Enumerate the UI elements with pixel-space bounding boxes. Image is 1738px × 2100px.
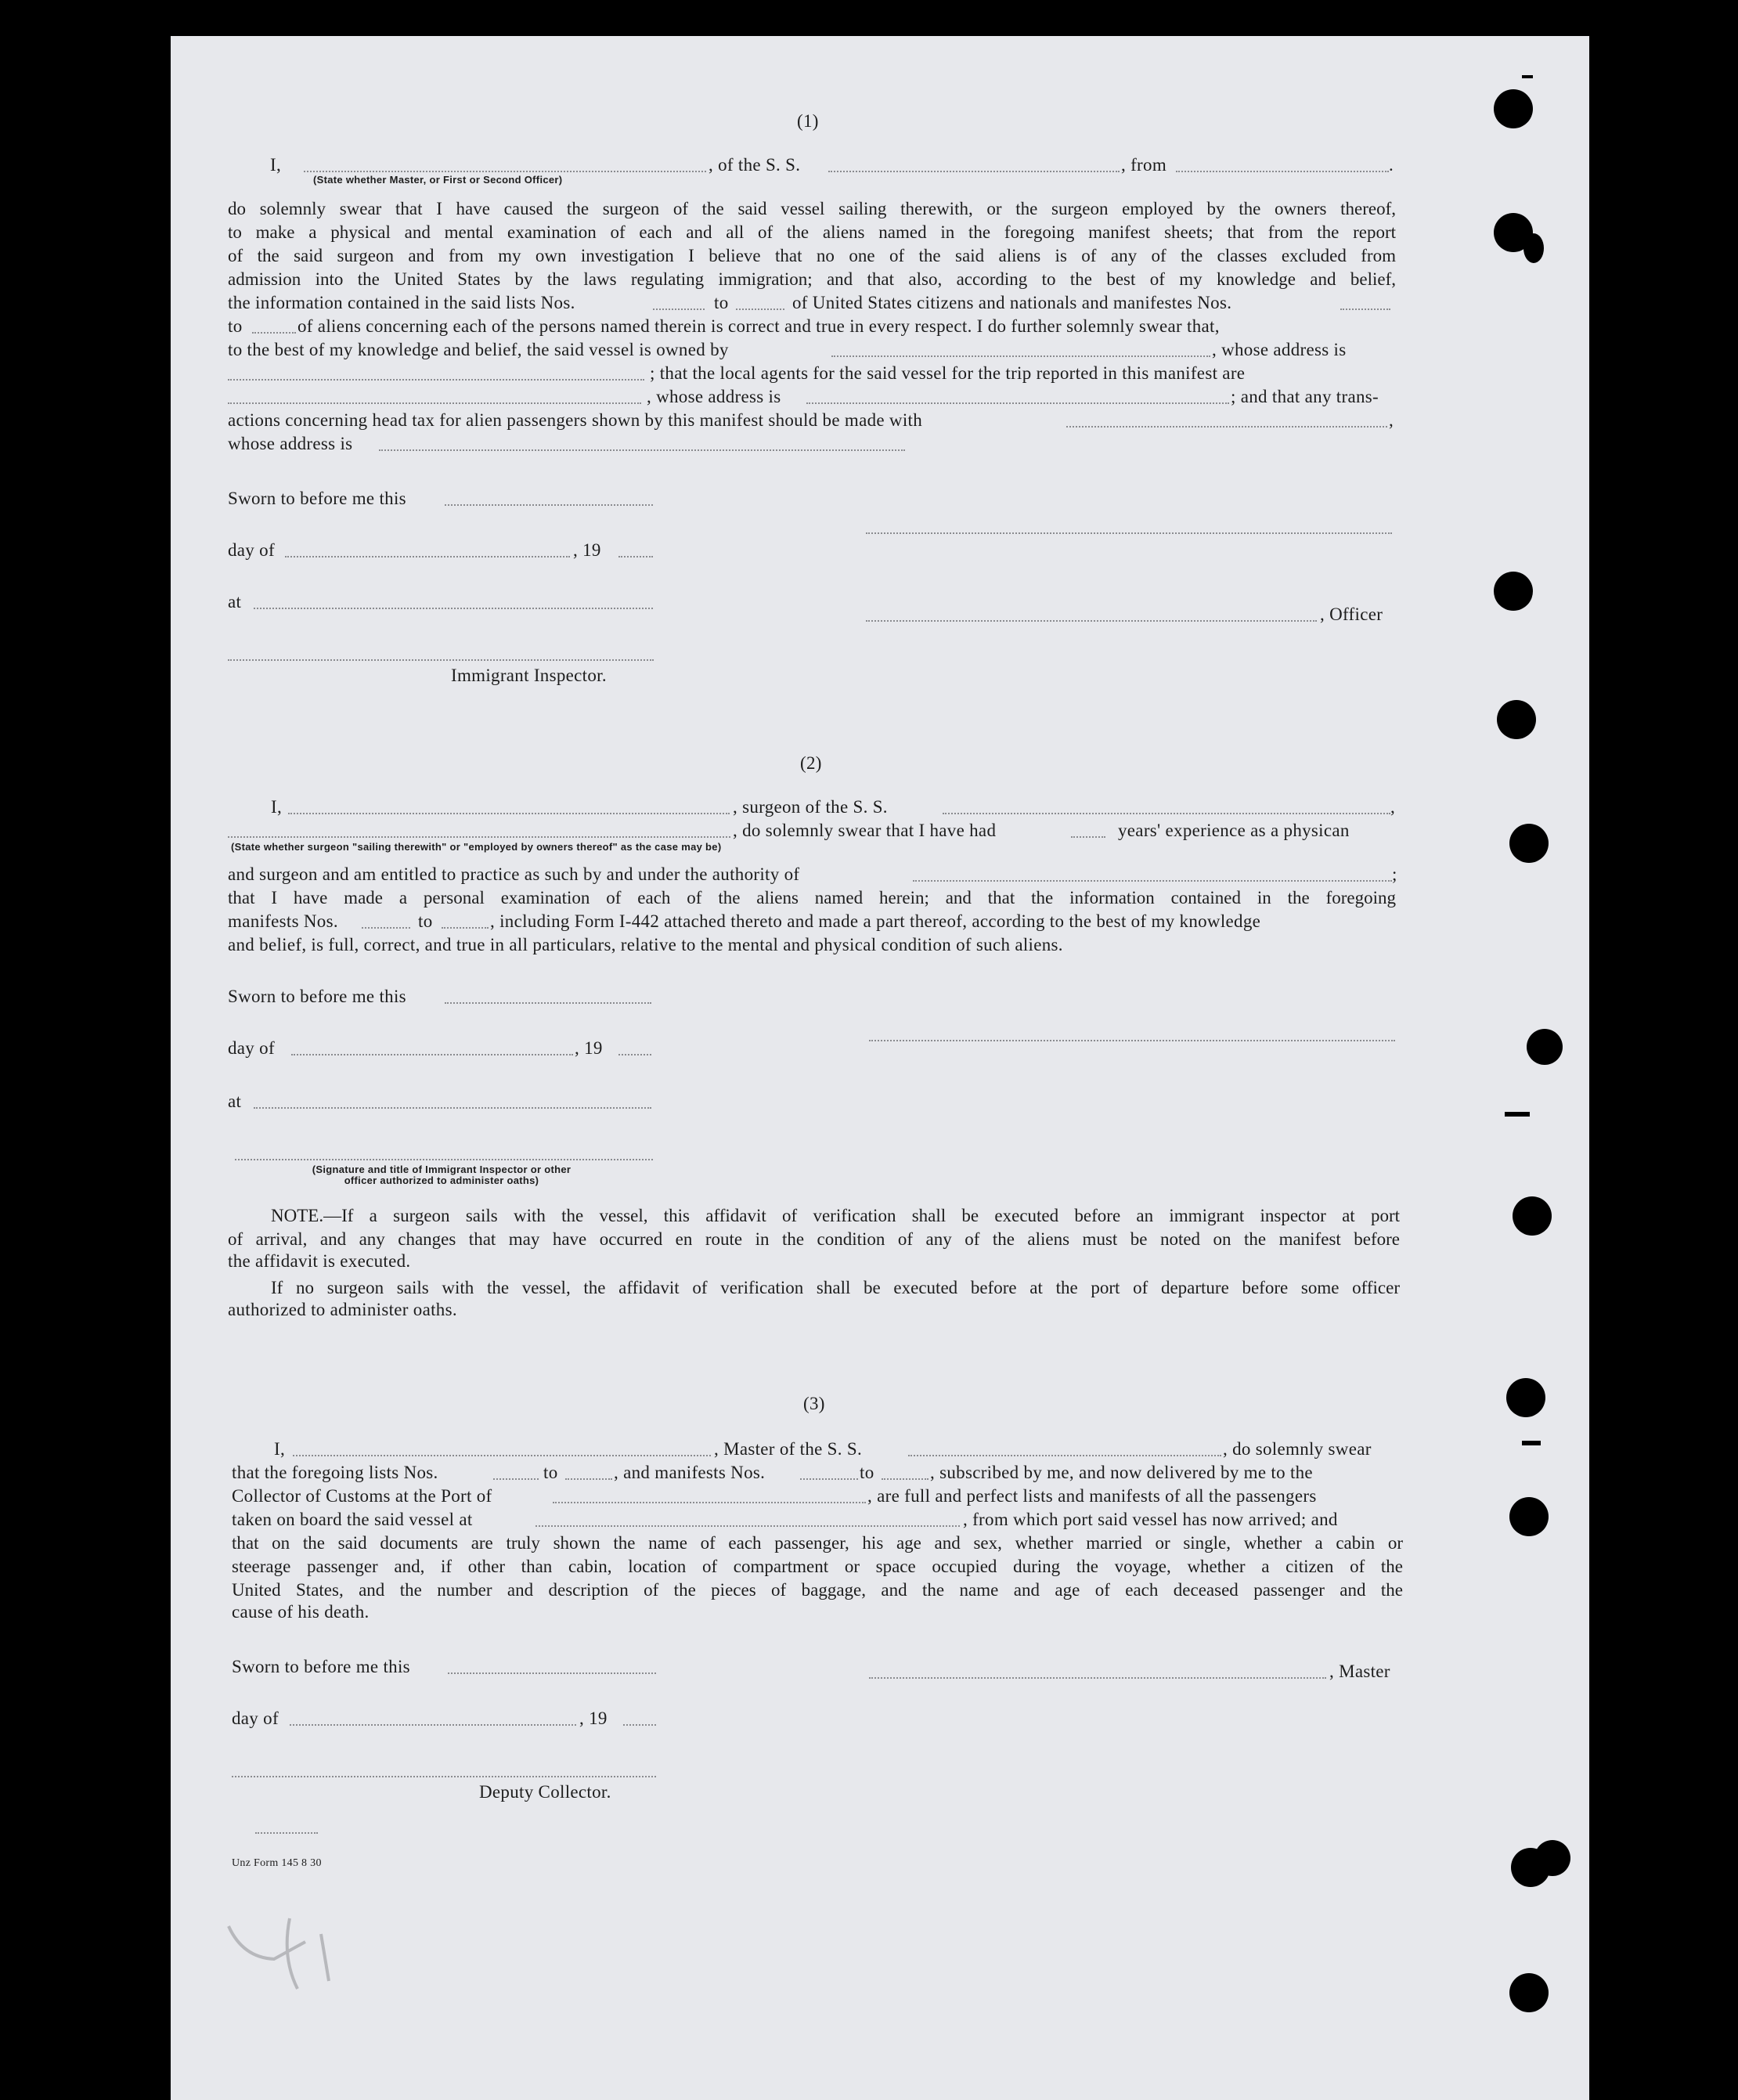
s2-line1c: , [1390,797,1396,817]
s2-line1b: , surgeon of the S. S. [733,797,888,817]
s1-line11a: to the best of my knowledge and belief, the said vessel is owned by [228,340,729,359]
s3-para-last: cause of his death. [232,1602,370,1622]
s3-line3a: Collector of Customs at the Port of [232,1486,492,1506]
s1-at: at [228,592,242,612]
s3-deputy: Deputy Collector. [479,1782,611,1802]
blank-s3-manifest-to [882,1478,928,1480]
blank-agents-address [806,402,1229,404]
blank-s2-sworn-day [445,1002,651,1004]
blank-s2-place [254,1107,651,1109]
blank-years [1071,836,1105,838]
blank-month [285,556,570,557]
blank-s2-month [291,1054,573,1055]
blank-manifest-from [1340,309,1390,310]
blank-s3-year [623,1724,656,1726]
blank-footer-line [255,1832,318,1834]
blank-s3-sworn-day [448,1672,656,1674]
blank-s3-list-from [493,1478,539,1480]
section-3-number: (3) [803,1394,825,1413]
s2-line3b: ; [1392,864,1397,884]
s3-line2a: that the foregoing lists Nos. [232,1463,438,1482]
s2-dayof: day of [228,1038,275,1058]
s3-line2e: , subscribed by me, and now delivered by me to the [930,1463,1313,1482]
s3-sworn: Sworn to before me this [232,1657,410,1676]
punch-hole [1523,233,1544,263]
blank-head-tax-agent [1066,426,1387,428]
s2-note-line: of arrival, and any changes that may have occurred en route in the condition of any of the aliens must be noted on the manifest before [228,1229,1400,1249]
s1-officer-note: (State whether Master, or First or Second Officer) [313,174,563,186]
blank-officer-name [304,171,706,172]
punch-hole [1497,700,1536,739]
blank-head-tax-address [379,449,905,451]
punch-hole [1509,1497,1549,1536]
blank-s2-signature [869,1040,1395,1041]
s3-master: , Master [1329,1662,1390,1681]
s1-sworn: Sworn to before me this [228,489,406,508]
blank-master-sig [869,1677,1326,1679]
s2-note-last: the affidavit is executed. [228,1251,411,1271]
s3-para-line: that on the said documents are truly shown the name of each passenger, his age and sex, whether married or single, whether a cabin or [232,1533,1403,1553]
s2-line1a: I, [271,797,283,817]
blank-s3-month [290,1724,576,1726]
s1-line13a: , whose address is [647,387,781,406]
blank-place [254,608,653,609]
punch-hole [1506,1378,1545,1417]
s3-para-line: United States, and the number and description of the pieces of baggage, and the name and age of each deceased passenger and the [232,1580,1403,1600]
s2-line5b: to [418,911,433,931]
blank-vessel-name [828,171,1120,172]
ink-mark [1505,1112,1530,1117]
s2-19: , 19 [575,1038,603,1058]
blank-inspector-sig [228,659,654,661]
s3-line3b: , are full and perfect lists and manifests of all the passengers [867,1486,1317,1506]
blank-agents [228,402,641,404]
form-number: Unz Form 145 8 30 [232,1857,322,1869]
s1-line9b: to [714,293,729,312]
s1-inspector: Immigrant Inspector. [451,666,607,685]
s3-line1a: I, [274,1439,286,1459]
s3-line1c: , do solemnly swear [1223,1439,1372,1459]
section-1-number: (1) [797,111,819,131]
s1-line12: ; that the local agents for the said vessel for the trip reported in this manifest are [650,363,1246,383]
s3-para-line: steerage passenger and, if other than cabin, location of compartment or space occupied during the voyage, whether a citizen of the [232,1557,1403,1576]
s2-surgeon-note: (State whether surgeon "sailing therewith" or "employed by owners thereof" as the case may be) [231,841,722,853]
blank-officer-sig [866,620,1317,622]
s3-line2d: to [860,1463,874,1482]
blank-s2-year [618,1054,651,1055]
blank-s2-manifest-from [362,927,410,929]
blank-s3-manifest-from [800,1478,858,1480]
s2-line2a: , do solemnly swear that I have had [733,821,997,840]
s2-note-line: NOTE.—If a surgeon sails with the vessel, this affidavit of verification shall be executed before an immigrant inspector at port [271,1206,1400,1225]
s2-line2b: years' experience as a physican [1118,821,1350,840]
s1-19: , 19 [573,540,601,560]
s1-officer: , Officer [1320,604,1383,624]
blank-year [618,556,653,557]
s2-note2-line: If no surgeon sails with the vessel, the affidavit of verification shall be executed before at the port of departure before some officer [271,1278,1400,1297]
punch-hole [1534,1840,1570,1876]
s1-line13b: ; and that any trans- [1231,387,1379,406]
s2-sworn: Sworn to before me this [228,987,406,1006]
s1-para-line: of the said surgeon and from my own investigation I believe that no one of the said aliens is of any of the classes excluded from [228,246,1396,265]
punch-hole [1527,1029,1563,1065]
blank-port-of-embarkation [535,1525,960,1527]
s3-19: , 19 [579,1709,608,1728]
s3-dayof: day of [232,1709,279,1728]
punch-hole [1494,89,1533,128]
ink-mark [1522,75,1533,78]
blank-list-to [736,309,784,310]
s2-at: at [228,1091,242,1111]
s1-line14a: actions concerning head tax for alien passengers shown by this manifest should be made with [228,410,923,430]
blank-owner-address [228,379,644,381]
s2-line3a: and surgeon and am entitled to practice as such by and under the authority of [228,864,800,884]
s2-sig-caption-2: officer authorized to administer oaths) [344,1174,539,1186]
s2-line5a: manifests Nos. [228,911,338,931]
s1-line1-from: , from [1121,155,1167,175]
blank-sworn-day [445,504,653,506]
s3-line2c: , and manifests Nos. [614,1463,766,1482]
s2-line4: that I have made a personal examination of each of the aliens named herein; and that the information contained in the foregoing [228,888,1396,907]
s1-para-line: do solemnly swear that I have caused the surgeon of the said vessel sailing therewith, or the surgeon employed by the owners thereof, [228,199,1396,218]
s2-line6: and belief, is full, correct, and true in all particulars, relative to the mental and physical condition of such aliens. [228,935,1063,954]
s1-line9c: of United States citizens and nationals and manifestes Nos. [792,293,1232,312]
blank-s3-list-to [565,1478,612,1480]
blank-s3-vessel [908,1455,1221,1456]
blank-manifest-to [252,332,296,334]
s1-dayof: day of [228,540,275,560]
blank-master-name [293,1455,711,1456]
s3-line1b: , Master of the S. S. [714,1439,863,1459]
punch-hole [1513,1196,1552,1236]
blank-from-port [1176,171,1389,172]
blank-surgeon-status [228,836,730,838]
s1-para-line: admission into the United States by the laws regulating immigration; and that also, according to the best of my knowledge and belief, [228,269,1396,289]
punch-hole [1509,824,1549,863]
punch-hole [1494,572,1533,611]
blank-s2-manifest-to [442,927,489,929]
s2-line5c: , including Form I-442 attached thereto and made a part thereof, according to the best of my knowledge [490,911,1261,931]
s3-line2b: to [543,1463,558,1482]
blank-list-from [653,309,705,310]
blank-authority [913,880,1392,882]
s3-line4b: , from which port said vessel has now arrived; and [963,1510,1338,1529]
s1-line9a: the information contained in the said lists Nos. [228,293,575,312]
blank-surgeon-name [288,813,730,814]
s2-note2-last: authorized to administer oaths. [228,1300,457,1319]
s2-sig-caption-1: (Signature and title of Immigrant Inspector or other [312,1164,572,1175]
handwritten-scribble [219,1911,360,1997]
s1-line11b: , whose address is [1212,340,1347,359]
blank-port-of-entry [553,1502,866,1503]
blank-surgeon-vessel [943,813,1390,814]
ink-mark [1522,1441,1541,1445]
blank-collector-sig [232,1776,656,1777]
blank-signature [866,532,1392,534]
s1-line10b: of aliens concerning each of the persons named therein is correct and true in every respect. I do further solemnly swear that, [297,316,1220,336]
s1-line10a: to [228,316,243,336]
s1-line14b: , [1389,410,1394,430]
blank-owner [831,355,1210,357]
s1-line1-end: . [1389,155,1394,175]
section-2-number: (2) [800,753,822,773]
blank-s2-inspector-sig [235,1159,653,1160]
s1-line15: whose address is [228,434,353,453]
s3-line4a: taken on board the said vessel at [232,1510,473,1529]
punch-hole [1509,1973,1549,2012]
s1-para-line: to make a physical and mental examination of each and all of the aliens named in the foregoing manifest sheets; that from the report [228,222,1396,242]
s1-line1-i: I, [270,155,282,175]
s1-line1-of-ss: , of the S. S. [709,155,801,175]
